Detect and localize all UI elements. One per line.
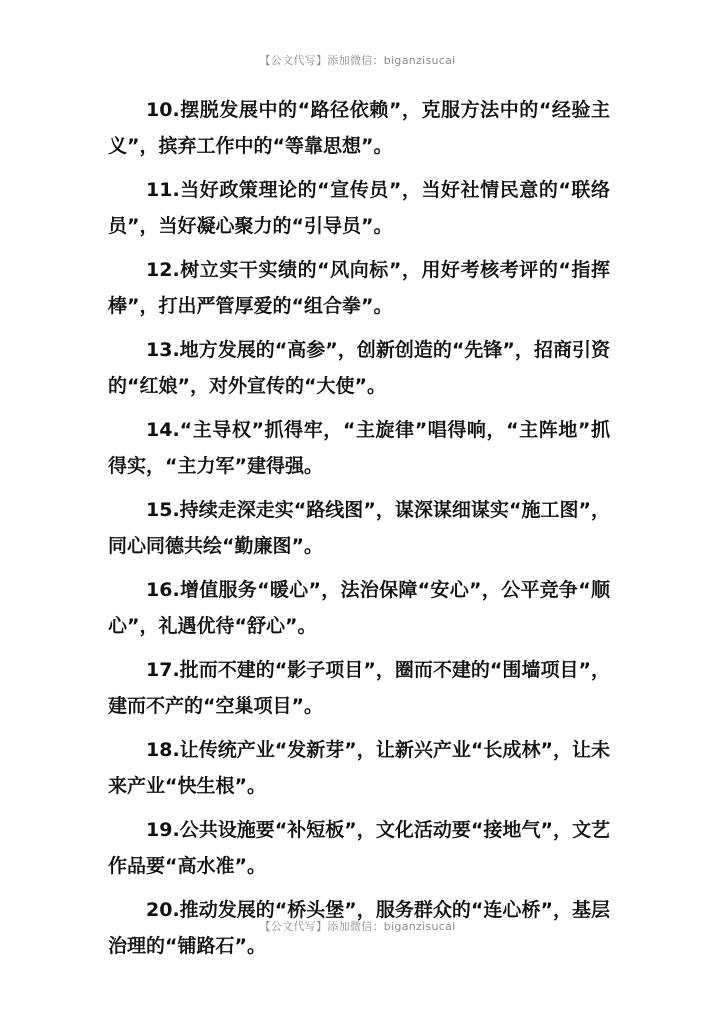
list-item: 10.摆脱发展中的“路径依赖”，克服方法中的“经验主义”，摈弃工作中的“等靠思想”。 bbox=[108, 99, 610, 157]
list-item: 11.当好政策理论的“宣传员”，当好社情民意的“联络员”，当好凝心聚力的“引导员”。 bbox=[108, 179, 610, 237]
watermark-top: 【公文代写】添加微信：biganzisucai bbox=[259, 54, 456, 67]
list-item: 20.推动发展的“桥头堡”，服务群众的“连心桥”，基层治理的“铺路石”。 bbox=[108, 899, 610, 957]
list-item: 16.增值服务“暖心”，法治保障“安心”，公平竞争“顺心”，礼遇优待“舒心”。 bbox=[108, 579, 610, 637]
list-item: 19.公共设施要“补短板”，文化活动要“接地气”，文艺作品要“高水准”。 bbox=[108, 819, 610, 877]
list-item: 17.批而不建的“影子项目”，圈而不建的“围墙项目”，建而不产的“空巢项目”。 bbox=[108, 659, 610, 717]
document-body bbox=[108, 92, 610, 972]
list-item: 14.“主导权”抓得牢，“主旋律”唱得响，“主阵地”抓得实，“主力军”建得强。 bbox=[108, 419, 610, 477]
list-item: 12.树立实干实绩的“风向标”，用好考核考评的“指挥棒”，打出严管厚爱的“组合拳”。 bbox=[108, 259, 610, 317]
list-item: 13.地方发展的“高参”，创新创造的“先锋”，招商引资的“红娘”，对外宣传的“大使”。 bbox=[108, 339, 610, 397]
list-item: 15.持续走深走实“路线图”，谋深谋细谋实“施工图”，同心同德共绘“勤廉图”。 bbox=[108, 499, 610, 557]
watermark-bottom: 【公文代写】添加微信：biganzisucai bbox=[259, 920, 456, 933]
list-item: 18.让传统产业“发新芽”，让新兴产业“长成林”，让未来产业“快生根”。 bbox=[108, 739, 610, 797]
